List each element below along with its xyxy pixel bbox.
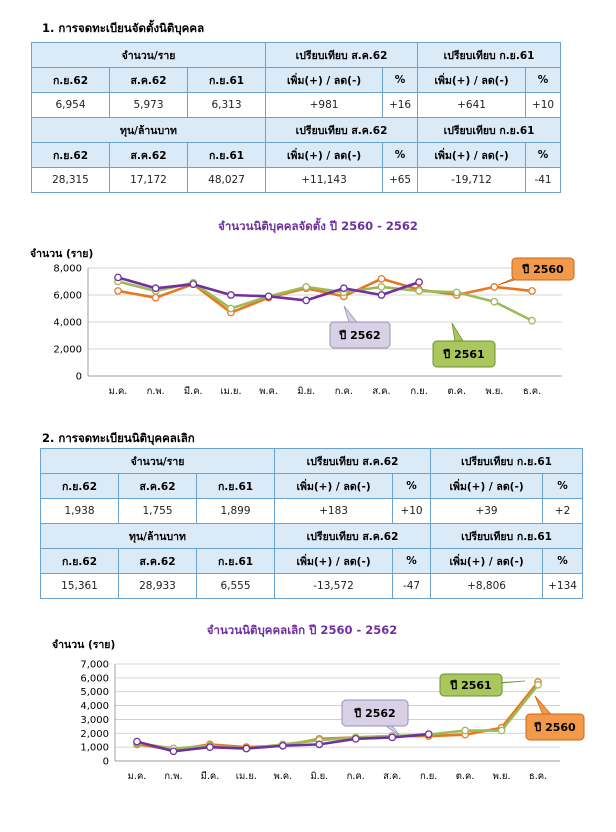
data-point [170,748,176,754]
callout-label [526,696,584,740]
data-point [416,279,422,285]
col-header: % [393,549,431,574]
x-tick-label: พ.ย. [485,386,504,397]
x-tick-label: พ.ย. [492,771,511,782]
y-axis-label: จำนวน (ราย) [52,639,116,651]
data-point [529,288,535,294]
data-point [378,284,384,290]
table-subheader-row [32,143,561,168]
table-cell: 48,027 [188,168,266,193]
table-header-row [32,118,561,143]
col-header: % [383,143,418,168]
col-header: ก.ย.61 [197,474,275,499]
col-header: ก.ย.62 [41,474,119,499]
table-cell: 28,933 [119,574,197,599]
col-header: % [526,143,561,168]
table-cell: +16 [383,93,418,118]
table-row [32,168,561,193]
col-header: เพิ่ม(+) / ลด(-) [418,143,526,168]
x-tick-label: ก.ค. [346,771,365,782]
header-compare-aug62: เปรียบเทียบ ส.ค.62 [266,43,418,68]
table-subheader-row [41,549,583,574]
table-cell: +10 [526,93,561,118]
x-tick-label: ก.พ. [164,771,183,782]
y-tick-label: 3,000 [80,714,109,726]
callout-label [498,258,574,285]
table-cell: 5,973 [110,93,188,118]
callout-label [330,306,390,348]
x-tick-label: ส.ค. [383,771,402,782]
table-cell: +8,806 [431,574,543,599]
table-cell: -19,712 [418,168,526,193]
header-compare-sep61: เปรียบเทียบ ก.ย.61 [418,43,561,68]
table-cell: 28,315 [32,168,110,193]
data-point [454,289,460,295]
y-tick-label: 2,000 [80,728,109,740]
data-point [228,292,234,298]
data-point [535,682,541,688]
col-header: ส.ค.62 [119,549,197,574]
header-compare-sep61: เปรียบเทียบ ก.ย.61 [431,524,583,549]
col-header: ก.ย.62 [32,143,110,168]
data-point [303,284,309,290]
table-cell: 17,172 [110,168,188,193]
header-compare-sep61: เปรียบเทียบ ก.ย.61 [418,118,561,143]
x-tick-label: พ.ค. [259,386,278,397]
y-tick-label: 6,000 [80,673,109,685]
table-cell: 6,555 [197,574,275,599]
table-cell: +641 [418,93,526,118]
table-cell: +10 [393,499,431,524]
header-compare-aug62: เปรียบเทียบ ส.ค.62 [266,118,418,143]
x-tick-label: มี.ค. [200,771,220,782]
data-point [152,285,158,291]
x-tick-label: มี.ค. [183,386,203,397]
data-point [353,736,359,742]
table-header-row [41,449,583,474]
x-tick-label: ธ.ค. [522,386,542,397]
data-point [462,727,468,733]
col-header: % [526,68,561,93]
table-cell: 1,938 [41,499,119,524]
registration-table [31,42,561,193]
series-line-1 [118,282,532,321]
table-cell: +981 [266,93,383,118]
y-tick-label: 1,000 [80,742,109,754]
data-point [303,297,309,303]
callout-text: ปี 2562 [354,707,396,720]
x-tick-label: พ.ค. [273,771,293,782]
header-compare-sep61: เปรียบเทียบ ก.ย.61 [431,449,583,474]
x-tick-label: ต.ค. [455,771,475,782]
table-cell: +134 [543,574,583,599]
x-tick-label: ธ.ค. [528,771,548,782]
data-point [152,295,158,301]
col-header: % [543,549,583,574]
data-point [491,284,497,290]
y-axis-label: จำนวน (ราย) [30,248,94,260]
table-cell: 6,954 [32,93,110,118]
table-cell: -47 [393,574,431,599]
data-point [316,741,322,747]
y-tick-label: 0 [75,371,82,383]
callout-text: ปี 2560 [522,263,564,276]
table-header-row [41,524,583,549]
callout-text: ปี 2561 [443,348,485,361]
data-point [228,305,234,311]
chart-registrations [0,210,616,410]
table-cell: -41 [526,168,561,193]
header-count: จำนวน/ราย [32,43,266,68]
x-tick-label: มิ.ย. [310,771,329,782]
col-header: เพิ่ม(+) / ลด(-) [266,143,383,168]
x-tick-label: มิ.ย. [297,386,316,397]
table-row [41,499,583,524]
data-point [498,727,504,733]
data-point [115,274,121,280]
x-tick-label: ม.ค. [108,386,128,397]
x-tick-label: ม.ค. [127,771,147,782]
table-row [32,93,561,118]
callout-label [433,323,495,367]
col-header: ก.ย.61 [197,549,275,574]
col-header: เพิ่ม(+) / ลด(-) [418,68,526,93]
data-point [265,293,271,299]
col-header: เพิ่ม(+) / ลด(-) [431,549,543,574]
table-subheader-row [41,474,583,499]
chart-dissolutions [0,614,616,832]
chart-title: จำนวนนิติบุคคลเลิก ปี 2560 - 2562 [206,623,398,637]
col-header: ส.ค.62 [110,143,188,168]
x-tick-label: เม.ย. [235,771,257,782]
data-point [115,288,121,294]
table-cell: +39 [431,499,543,524]
data-point [378,276,384,282]
data-point [134,738,140,744]
chart-title: จำนวนนิติบุคคลจัดตั้ง ปี 2560 - 2562 [218,219,418,233]
y-tick-label: 4,000 [80,701,109,713]
callout-text: ปี 2562 [339,329,381,342]
y-tick-label: 5,000 [80,687,109,699]
x-tick-label: ต.ค. [447,386,467,397]
table-cell: 15,361 [41,574,119,599]
header-compare-aug62: เปรียบเทียบ ส.ค.62 [275,524,431,549]
dissolution-table [40,448,583,599]
x-tick-label: ส.ค. [372,386,391,397]
header-capital: ทุน/ล้านบาท [41,524,275,549]
col-header: ก.ย.62 [32,68,110,93]
table-cell: -13,572 [275,574,393,599]
data-point [416,288,422,294]
table-subheader-row [32,68,561,93]
callout-text: ปี 2561 [450,679,492,692]
col-header: ก.ย.62 [41,549,119,574]
table-cell: +11,143 [266,168,383,193]
y-tick-label: 2,000 [53,344,82,356]
col-header: เพิ่ม(+) / ลด(-) [431,474,543,499]
data-point [243,745,249,751]
header-count: จำนวน/ราย [41,449,275,474]
callout-label [342,700,408,736]
x-tick-label: ก.ค. [334,386,353,397]
x-tick-label: เม.ย. [220,386,242,397]
header-capital: ทุน/ล้านบาท [32,118,266,143]
table-cell: +65 [383,168,418,193]
callout-label [440,674,525,696]
col-header: % [543,474,583,499]
table-cell: 1,899 [197,499,275,524]
data-point [207,744,213,750]
section2-title: 2. การจดทะเบียนนิติบุคคลเลิก [42,431,195,445]
table-row [41,574,583,599]
col-header: เพิ่ม(+) / ลด(-) [266,68,383,93]
table-cell: 1,755 [119,499,197,524]
y-tick-label: 4,000 [53,317,82,329]
table-cell: 6,313 [188,93,266,118]
data-point [389,734,395,740]
data-point [190,281,196,287]
table-cell: +183 [275,499,393,524]
col-header: ส.ค.62 [119,474,197,499]
data-point [529,317,535,323]
table-cell: +2 [543,499,583,524]
col-header: ก.ย.61 [188,68,266,93]
section1-title: 1. การจดทะเบียนจัดตั้งนิติบุคคล [42,21,205,35]
y-tick-label: 7,000 [80,659,109,671]
x-tick-label: ก.ย. [419,771,438,782]
y-tick-label: 0 [102,756,109,768]
y-tick-label: 8,000 [53,263,82,275]
col-header: ส.ค.62 [110,68,188,93]
col-header: % [393,474,431,499]
col-header: เพิ่ม(+) / ลด(-) [275,474,393,499]
data-point [378,292,384,298]
data-point [280,743,286,749]
callout-text: ปี 2560 [534,721,576,734]
header-compare-aug62: เปรียบเทียบ ส.ค.62 [275,449,431,474]
data-point [341,285,347,291]
data-point [425,731,431,737]
y-tick-label: 6,000 [53,290,82,302]
x-tick-label: ก.ย. [410,386,428,397]
x-tick-label: ก.พ. [146,386,165,397]
col-header: % [383,68,418,93]
col-header: เพิ่ม(+) / ลด(-) [275,549,393,574]
table-header-row [32,43,561,68]
col-header: ก.ย.61 [188,143,266,168]
data-point [491,299,497,305]
